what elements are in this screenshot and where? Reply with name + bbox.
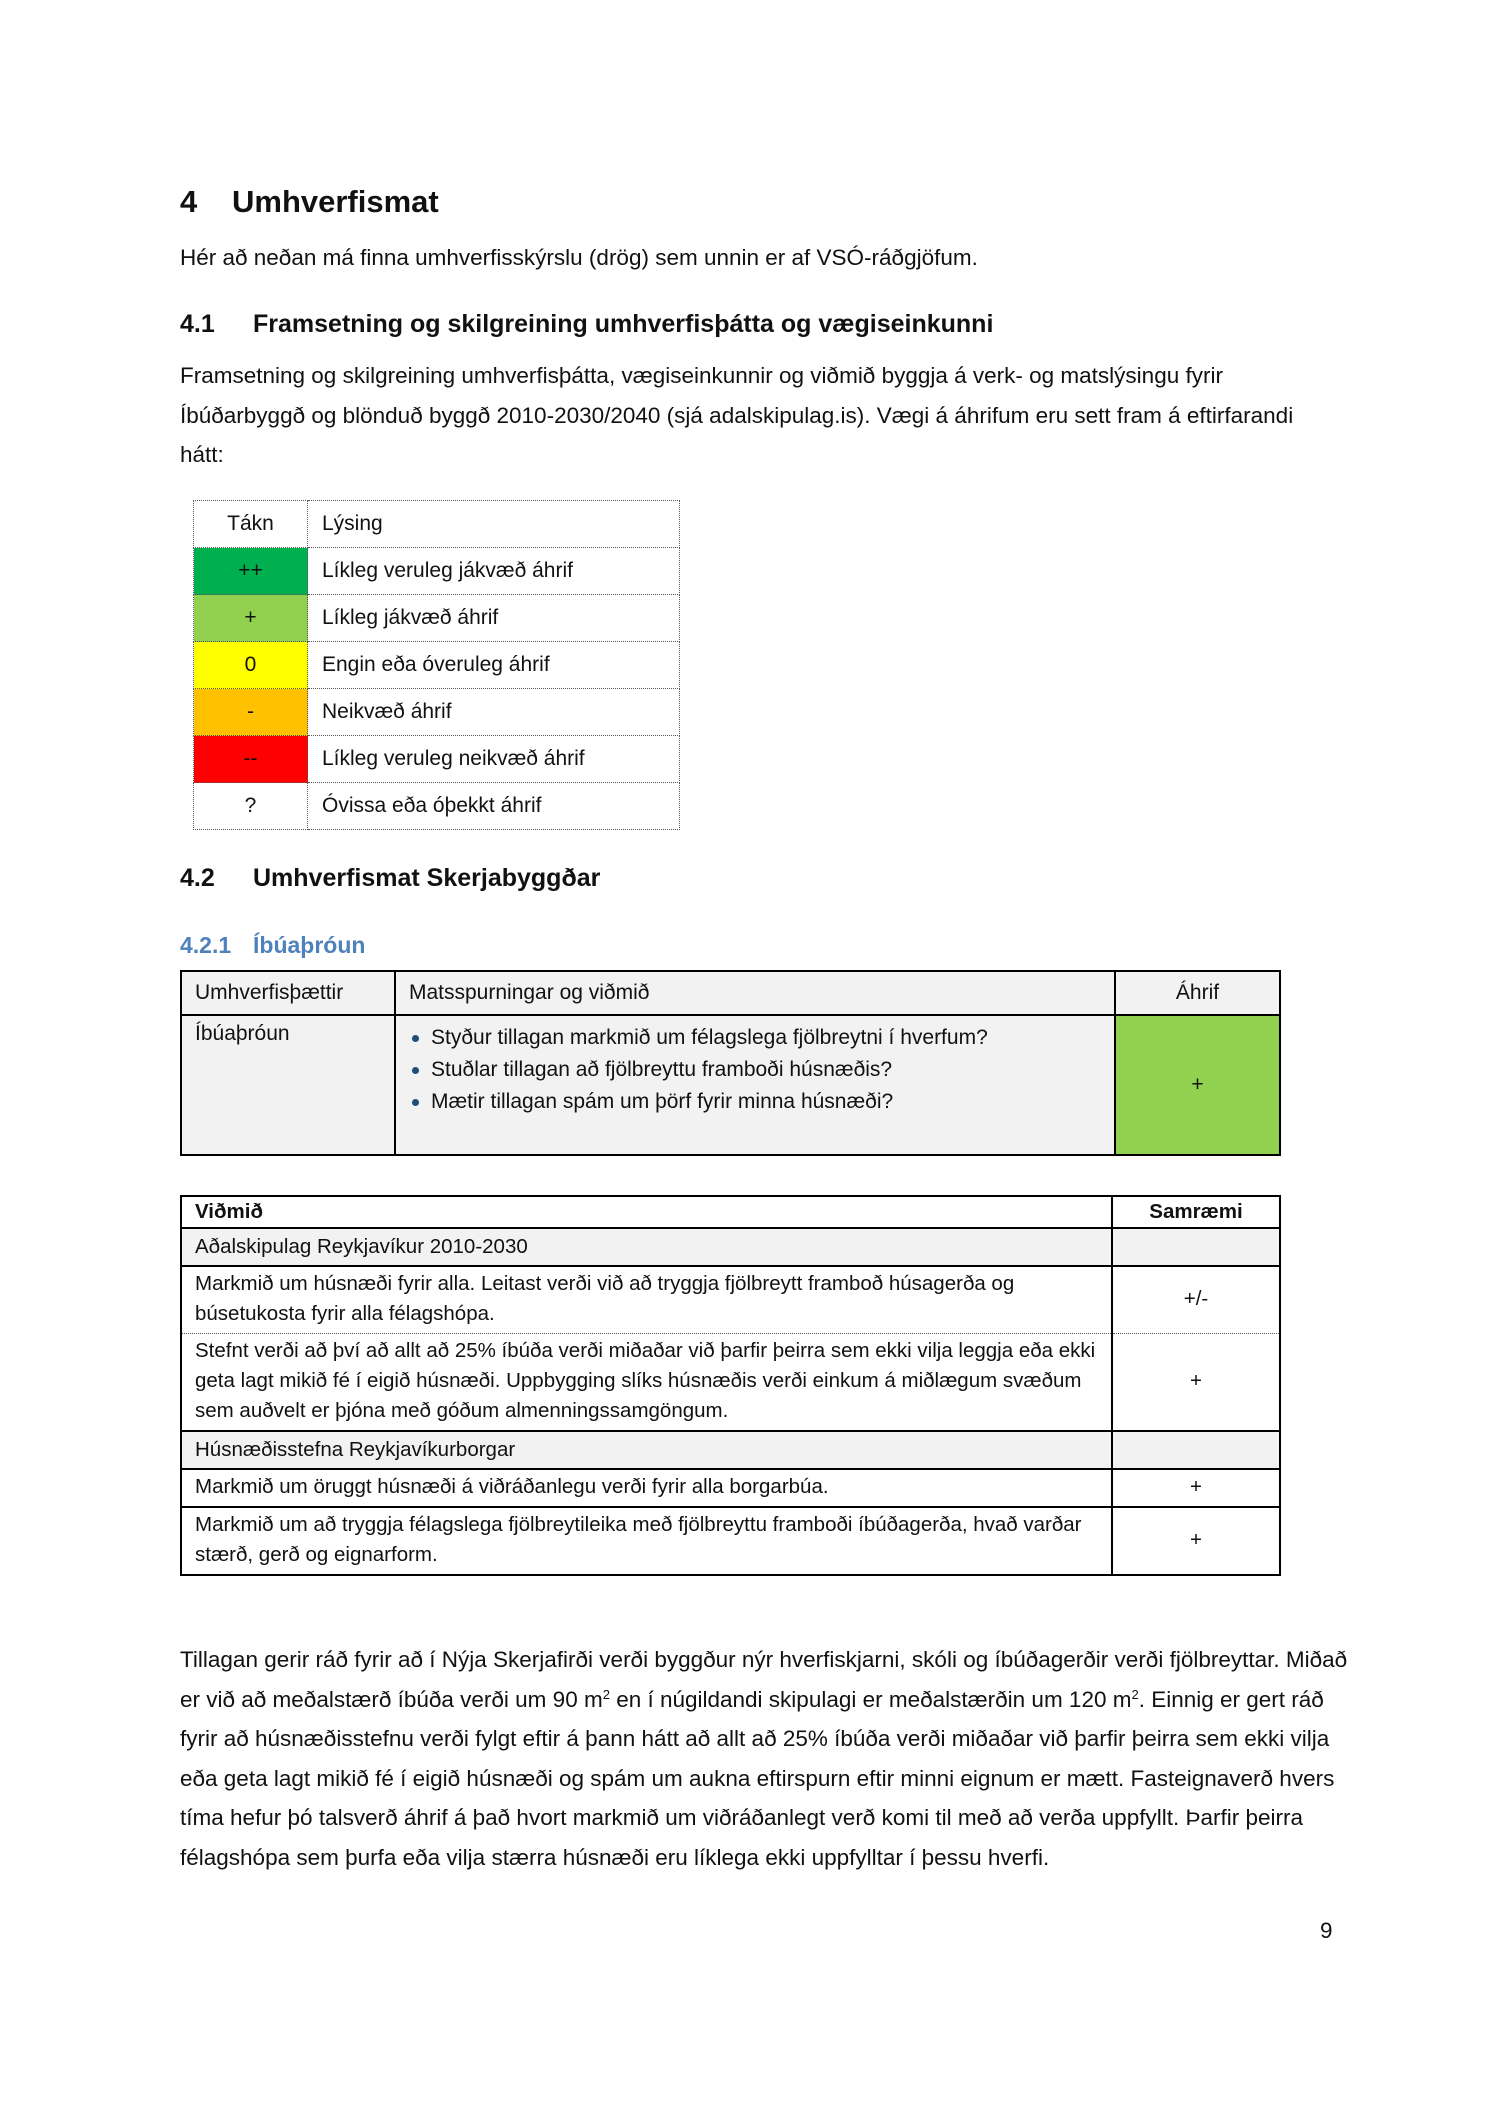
header-conformity: Samræmi (1112, 1196, 1280, 1228)
question-item: Styður tillagan markmið um félagslega fjölbreytni í hverfum? (409, 1022, 1101, 1054)
legend-symbol: 0 (194, 642, 308, 689)
conformity-value: + (1112, 1469, 1280, 1507)
subsubsection-number: 4.2.1 (180, 932, 232, 958)
legend-row (194, 736, 680, 783)
legend-header-description: Lýsing (308, 501, 680, 548)
legend-symbol: ++ (194, 548, 308, 595)
legend-description: Óvissa eða óþekkt áhrif (308, 783, 680, 830)
section-heading (180, 184, 439, 220)
assessment-row (181, 1015, 1280, 1155)
header-factor: Umhverfisþættir (181, 971, 395, 1015)
question-item: Stuðlar tillagan að fjölbreyttu framboði húsnæðis? (409, 1054, 1101, 1086)
subsection-number: 4.2 (180, 864, 215, 892)
header-impact: Áhrif (1115, 971, 1280, 1015)
legend-description: Líkleg veruleg neikvæð áhrif (308, 736, 680, 783)
subsection-title: Umhverfismat Skerjabyggðar (253, 864, 601, 892)
section-number: 4 (180, 184, 198, 219)
legend-description: Neikvæð áhrif (308, 689, 680, 736)
subsection-number: 4.1 (180, 310, 215, 338)
legend-symbol: ? (194, 783, 308, 830)
question-item: Mætir tillagan spám um þörf fyrir minna húsnæði? (409, 1086, 1101, 1118)
legend-header-symbol: Tákn (194, 501, 308, 548)
legend-description: Líkleg jákvæð áhrif (308, 595, 680, 642)
conclusion-text: . Einnig er gert ráð fyrir að húsnæðisstefnu verði fylgt eftir á þann hátt að allt að 25% íbúða verði miðaðar við þarfir þeirra sem ekki vilja eða geta lagt mikið fé í eigið húsnæði og spám um aukna eftirspurn eftir minni eignum er mætt. Fasteignaverð hvers tíma hefur þó talsverð áhrif á það hvort markmið um viðráðanlegt verð komi til með að verða uppfyllt. Þarfir þeirra félagshópa sem þurfa eða vilja stærra húsnæði eru líklega ekki uppfylltar í þessu hverfi. (180, 1686, 1335, 1870)
superscript: 2 (1131, 1686, 1139, 1702)
subsection-heading-4-2 (180, 864, 600, 893)
legend-row (194, 783, 680, 830)
section-title: Umhverfismat (232, 184, 439, 219)
legend-row (194, 595, 680, 642)
subsection-heading-4-1 (180, 310, 993, 339)
header-criteria: Viðmið (181, 1196, 1112, 1228)
subsubsection-title: Íbúaþróun (253, 932, 366, 958)
legend-header-row (194, 501, 680, 548)
criteria-text: Markmið um húsnæði fyrir alla. Leitast verði við að tryggja fjölbreytt framboð húsagerða og búsetukosta fyrir alla félagshópa. (181, 1266, 1112, 1334)
header-questions: Matsspurningar og viðmið (395, 971, 1115, 1015)
section-intro: Hér að neðan má finna umhverfisskýrslu (drög) sem unnin er af VSÓ-ráðgjöfum. (180, 245, 978, 270)
criteria-text: Markmið um að tryggja félagslega fjölbreytileika með fjölbreyttu framboði íbúðagerða, hvað varðar stærð, gerð og eignarform. (181, 1507, 1112, 1575)
conclusion-text: Tillagan gerir ráð fyrir að í Nýja Skerjafirði verði byggður nýr hverfiskjarni, skóli og íbúðagerðir verði fjölbreyttar. Miðað er við að meðalstærð íbúða verði um 90 m (180, 1647, 1348, 1712)
subsection-paragraph: Framsetning og skilgreining umhverfisþátta, vægiseinkunnir og viðmið byggja á verk- og matslýsingu fyrir Íbúðarbyggð og blönduð byggð 2010-2030/2040 (sjá adalskipulag.is). Vægi á áhrifum eru sett fram á eftirfarandi hátt: (180, 363, 1294, 467)
legend-symbol: - (194, 689, 308, 736)
legend-symbol: + (194, 595, 308, 642)
impact-legend-table (193, 500, 680, 830)
group-title: Aðalskipulag Reykjavíkur 2010-2030 (181, 1228, 1112, 1266)
legend-symbol: -- (194, 736, 308, 783)
criteria-row (181, 1469, 1280, 1507)
group-title: Húsnæðisstefna Reykjavíkurborgar (181, 1431, 1112, 1469)
criteria-row (181, 1266, 1280, 1334)
criteria-text: Markmið um öruggt húsnæði á viðráðanlegu verði fyrir alla borgarbúa. (181, 1469, 1112, 1507)
conclusion-paragraph (180, 1640, 1350, 1877)
criteria-row (181, 1334, 1280, 1432)
conclusion-text: en í núgildandi skipulagi er meðalstærðin um 120 m (609, 1686, 1132, 1712)
criteria-header-row (181, 1196, 1280, 1228)
conformity-value: + (1112, 1334, 1280, 1432)
legend-row (194, 548, 680, 595)
impact-cell: + (1115, 1015, 1280, 1155)
legend-row (194, 642, 680, 689)
assessment-table (180, 970, 1281, 1156)
criteria-row (181, 1507, 1280, 1575)
conformity-value: + (1112, 1507, 1280, 1575)
criteria-group-row (181, 1228, 1280, 1266)
legend-description: Líkleg veruleg jákvæð áhrif (308, 548, 680, 595)
criteria-table (180, 1195, 1281, 1576)
group-empty-cell (1112, 1431, 1280, 1469)
legend-row (194, 689, 680, 736)
criteria-text: Stefnt verði að því að allt að 25% íbúða verði miðaðar við þarfir þeirra sem ekki vilja leggja eða ekki geta lagt mikið fé í eigið húsnæði. Uppbygging slíks húsnæðis verði einkum á miðlægum svæðum sem auðvelt er þjóna með góðum almenningssamgöngum. (181, 1334, 1112, 1432)
page-number: 9 (1320, 1918, 1333, 1943)
conformity-value: +/- (1112, 1266, 1280, 1334)
superscript: 2 (602, 1686, 610, 1702)
criteria-group-row (181, 1431, 1280, 1469)
subsection-title: Framsetning og skilgreining umhverfisþátta og vægiseinkunni (253, 310, 994, 338)
questions-cell (395, 1015, 1115, 1155)
assessment-header-row (181, 971, 1280, 1015)
subsubsection-heading-4-2-1 (180, 932, 365, 959)
questions-list (409, 1022, 1101, 1118)
group-empty-cell (1112, 1228, 1280, 1266)
legend-description: Engin eða óveruleg áhrif (308, 642, 680, 689)
factor-cell: Íbúaþróun (181, 1015, 395, 1155)
